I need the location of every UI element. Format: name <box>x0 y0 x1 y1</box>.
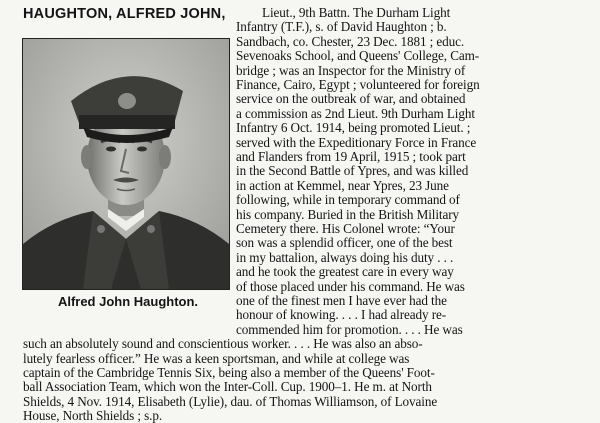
entry-line: commended him for promotion. . . . He was <box>236 321 463 337</box>
entry-line: service on the outbreak of war, and obtained <box>236 91 466 107</box>
entry-line: Cemetery there. His Colonel wrote: “Your <box>236 221 455 236</box>
entry-line: captain of the Cambridge Tennis Six, being also a member of the Queens' Foot- <box>23 365 435 380</box>
entry-line: Infantry (T.F.), s. of David Haughton ; b. <box>236 19 447 35</box>
entry-line: served with the Expeditionary Force in France <box>236 134 477 150</box>
entry-line: lutely fearless officer.” He was a keen sportsman, and while at college was <box>23 350 410 366</box>
entry-line: Sevenoaks School, and Queens' College, Cam- <box>236 48 480 64</box>
entry-line: in my battalion, always doing his duty . . . <box>236 249 454 265</box>
entry-line: Infantry 6 Oct. 1914, being promoted Lieut. ; <box>236 120 471 136</box>
entry-line: House, North Shields ; s.p. <box>23 408 163 423</box>
portrait-caption: Alfred John Haughton. <box>57 294 199 309</box>
entry-line: Finance, Cairo, Egypt ; volunteered for foreign <box>236 77 480 92</box>
entry-line: son was a splendid officer, one of the best <box>236 235 453 251</box>
officer-portrait-image <box>23 39 229 289</box>
entry-line: a commission as 2nd Lieut. 9th Durham Light <box>236 105 475 121</box>
entry-line: in the Second Battle of Ypres, and was killed <box>236 163 469 179</box>
entry-line: Sandbach, co. Chester, 23 Dec. 1881 ; educ. <box>236 33 465 49</box>
entry-line: Lieut., 9th Battn. The Durham Light <box>262 5 451 20</box>
entry-line: and he took the greatest care in every way <box>236 264 454 280</box>
entry-line: and Flanders from 19 April, 1915 ; took part <box>236 149 466 164</box>
entry-line: in action at Kemmel, near Ypres, 23 June <box>236 177 449 193</box>
entry-line: of those placed under his command. He was <box>236 278 465 294</box>
entry-line: honour of knowing. . . . I had already re- <box>236 307 447 323</box>
entry-line: such an absolutely sound and conscientious worker. . . . He was also an abso- <box>23 336 423 352</box>
entry-name: HAUGHTON, ALFRED JOHN, <box>23 6 226 22</box>
entry-line: Shields, 4 Nov. 1914, Elisabeth (Lylie), dau. of Thomas Williamson, of Lovaine <box>23 393 438 409</box>
entry-line: one of the finest men I have ever had the <box>236 293 447 308</box>
entry-line: his company. Buried in the British Military <box>236 206 460 222</box>
portrait-photo <box>22 38 230 290</box>
entry-line: following, while in temporary command of <box>236 192 460 208</box>
entry-line: ball Association Team, which won the Inter-Coll. Cup. 1900–1. He m. at North <box>23 379 432 395</box>
entry-line: bridge ; was an Inspector for the Ministry of <box>236 62 466 78</box>
